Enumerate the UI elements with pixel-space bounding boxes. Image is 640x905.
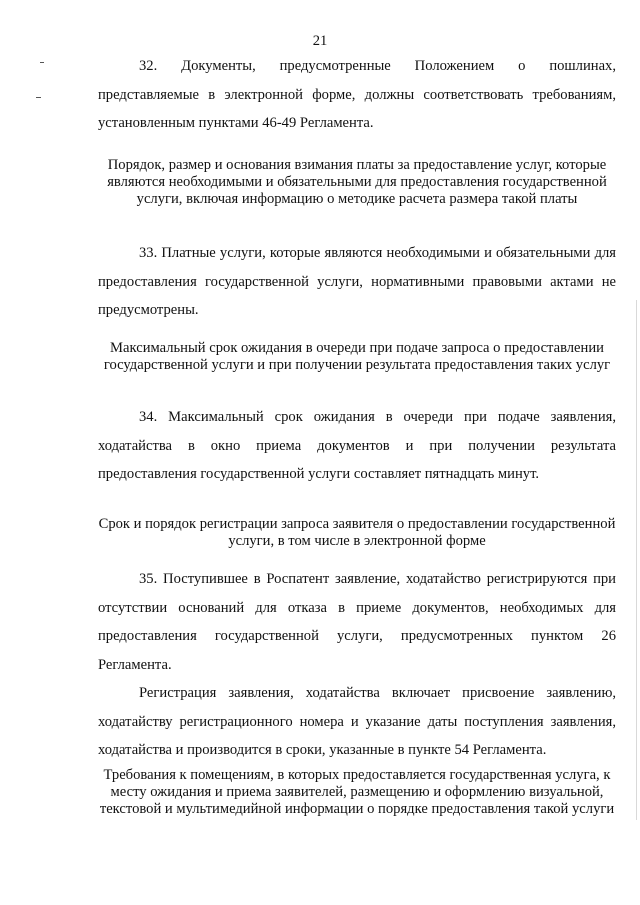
section-heading-queue: Максимальный срок ожидания в очереди при подаче запроса о предоставлении государственной услуги и при получении результата предоставления таких услуг xyxy=(103,340,611,374)
section-heading-premises: Требования к помещениям, в которых предоставляется государственная услуга, к месту ожидания и приема заявителей, размещению и оформлению визуальной, текстовой и мультимедийной информации о порядке предоставления такой услуги xyxy=(99,767,615,818)
paragraph-32-block xyxy=(98,52,616,138)
paragraph-35-block xyxy=(98,565,616,765)
paragraph-33: 33. Платные услуги, которые являются необходимыми и обязательными для предоставления государственной услуги, нормативными правовыми актами не предусмотрены. xyxy=(98,245,616,318)
section-heading-fees: Порядок, размер и основания взимания платы за предоставление услуг, которые являются необходимыми и обязательными для предоставления государственной услуги, включая информацию о методике расчета размера такой платы xyxy=(107,157,607,208)
paragraph-33-block xyxy=(98,239,616,325)
margin-mark xyxy=(40,62,44,63)
page-edge xyxy=(636,300,637,820)
paragraph-34-block xyxy=(98,403,616,489)
page-number: 21 xyxy=(312,33,328,49)
paragraph-32: 32. Документы, предусмотренные Положением о пошлинах, представляемые в электронной форме, должны соответствовать требованиям, установленным пунктами 46-49 Регламента. xyxy=(98,58,616,131)
margin-mark xyxy=(36,97,41,98)
paragraph-35-registration: Регистрация заявления, ходатайства включает присвоение заявлению, ходатайству регистрационного номера и указание даты поступления заявления, ходатайства и производится в сроки, указанные в пункте 54 Регламента. xyxy=(98,685,616,758)
paragraph-34: 34. Максимальный срок ожидания в очереди при подаче заявления, ходатайства в окно приема документов и при получении результата предоставления государственной услуги составляет пятнадцать минут. xyxy=(98,409,616,482)
paragraph-35: 35. Поступившее в Роспатент заявление, ходатайство регистрируются при отсутствии оснований для отказа в приеме документов, необходимых для предоставления государственной услуги, предусмотренных пунктом 26 Регламента. xyxy=(98,571,616,673)
section-heading-registration: Срок и порядок регистрации запроса заявителя о предоставлении государственной услуги, в том числе в электронной форме xyxy=(98,516,616,550)
